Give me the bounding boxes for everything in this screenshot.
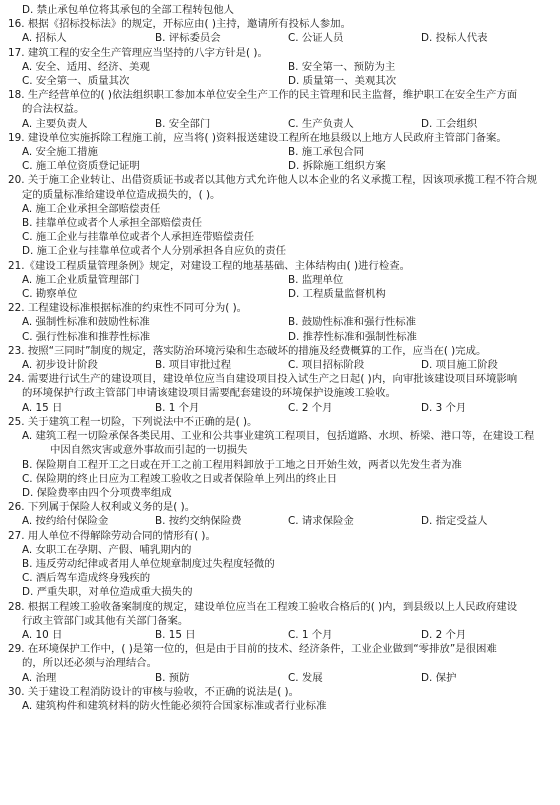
question-item bbox=[8, 88, 554, 131]
option-text: D. 投标人代表 bbox=[421, 32, 488, 45]
option-text: A. 招标人 bbox=[22, 32, 67, 45]
question-stem: 的环境保护行政主管部门申请该建设项目需要配套建设的环境保护设施竣工验收。 bbox=[22, 387, 397, 400]
option-group bbox=[8, 671, 554, 685]
option-text: B. 保险期自工程开工之日或在开工之前工程用料卸放于工地之日开始生效，两者以先发生者为准 bbox=[22, 458, 462, 471]
option-text: B. 评标委员会 bbox=[155, 32, 221, 45]
option-group bbox=[8, 543, 554, 600]
question-item bbox=[8, 301, 554, 344]
question-item bbox=[8, 600, 554, 643]
question-stem: 定的质量标准给建设单位造成损失的，( )。 bbox=[22, 188, 221, 201]
option-text: A. 施工企业质量管理部门 bbox=[22, 273, 140, 286]
question-stem: 30. 关于建设工程消防设计的审核与验收，不正确的说法是( )。 bbox=[8, 685, 300, 698]
option-text: C. 生产负责人 bbox=[288, 117, 354, 130]
question-stem: 23. 按照“三同时”制度的规定，落实防治环境污染和生态破坏的措施及经费概算的工作，应当在( )完成。 bbox=[8, 344, 487, 357]
question-item bbox=[8, 17, 554, 45]
question-item bbox=[8, 46, 554, 89]
option-text: C. 2 个月 bbox=[288, 401, 333, 414]
question-stem: 18. 生产经营单位的( )依法组织职工参加本单位安全生产工作的民主管理和民主监督，维护职工在安全生产方面 bbox=[8, 89, 518, 102]
option-group bbox=[8, 117, 554, 131]
option-group bbox=[8, 401, 554, 415]
option-text: C. 强行性标准和推荐性标准 bbox=[22, 330, 151, 343]
option-text: A. 按约给付保险金 bbox=[22, 515, 109, 528]
option-group bbox=[8, 358, 554, 372]
lead-option bbox=[8, 3, 554, 17]
question-stem: 24. 需要进行试生产的建设项目，建设单位应当自建设项目投入试生产之日起( )内，向审批该建设项目环境影响 bbox=[8, 373, 518, 386]
option-text: A. 建筑构件和建筑材料的防火性能必须符合国家标准或者行业标准 bbox=[22, 699, 327, 712]
option-text: C. 勘察单位 bbox=[22, 288, 78, 301]
option-text: D. 禁止承包单位将其承包的全部工程转包他人 bbox=[22, 4, 235, 16]
question-stem: 25. 关于建筑工程一切险，下列说法中不正确的是( )。 bbox=[8, 415, 258, 428]
question-stem: 28. 根据工程竣工验收备案制度的规定，建设单位应当在工程竣工验收合格后的( )内，到县级以上人民政府建设 bbox=[8, 600, 518, 613]
option-text: C. 公证人员 bbox=[288, 32, 344, 45]
option-text: A. 强制性标准和鼓励性标准 bbox=[22, 316, 150, 329]
option-text: C. 1 个月 bbox=[288, 628, 333, 641]
question-stem: 的合法权益。 bbox=[22, 103, 85, 116]
question-stem: 22. 工程建设标准根据标准的约束性不同可分为( )。 bbox=[8, 302, 248, 315]
question-list bbox=[8, 17, 554, 713]
option-text: C. 发展 bbox=[288, 671, 323, 684]
option-text: A. 主要负责人 bbox=[22, 117, 88, 130]
option-text: D. 2 个月 bbox=[421, 628, 467, 641]
option-text: C. 请求保险金 bbox=[288, 515, 354, 528]
option-text: A. 10 日 bbox=[22, 628, 63, 641]
question-item bbox=[8, 344, 554, 372]
option-text: 中因自然灾害或意外事故而引起的一切损失 bbox=[50, 444, 248, 457]
option-text: C. 酒后驾车造成终身残疾的 bbox=[22, 572, 151, 585]
question-stem: 17. 建筑工程的安全生产管理应当坚持的八字方针是( )。 bbox=[8, 46, 268, 59]
option-group bbox=[8, 273, 554, 301]
option-text: D. 3 个月 bbox=[421, 401, 467, 414]
option-text: C. 保险期的终止日应为工程竣工验收之日或者保险单上列出的终止日 bbox=[22, 472, 338, 485]
option-group bbox=[8, 31, 554, 45]
option-text: A. 初步设计阶段 bbox=[22, 359, 98, 372]
option-text: B. 挂靠单位或者个人承担全部赔偿责任 bbox=[22, 217, 202, 230]
option-text: A. 安全施工措施 bbox=[22, 146, 98, 159]
option-group bbox=[8, 429, 554, 500]
option-text: B. 鼓励性标准和强行性标准 bbox=[288, 316, 417, 329]
option-text: B. 监理单位 bbox=[288, 273, 344, 286]
question-stem: 的，所以还必须与治理结合。 bbox=[22, 657, 158, 670]
option-text: A. 施工企业承担全部赔偿责任 bbox=[22, 202, 161, 215]
option-group bbox=[8, 315, 554, 343]
question-item bbox=[8, 259, 554, 302]
option-text: B. 项目审批过程 bbox=[155, 359, 232, 372]
question-item bbox=[8, 500, 554, 528]
option-group bbox=[8, 202, 554, 259]
option-text: D. 推荐性标准和强制性标准 bbox=[288, 330, 417, 343]
option-group bbox=[8, 145, 554, 173]
option-text: D. 保护 bbox=[421, 671, 457, 684]
option-text: C. 项目招标阶段 bbox=[288, 359, 365, 372]
option-text: D. 拆除施工组织方案 bbox=[288, 160, 386, 173]
option-text: B. 安全第一、预防为主 bbox=[288, 60, 396, 73]
option-text: B. 按约交纳保险费 bbox=[155, 515, 242, 528]
option-text: B. 1 个月 bbox=[155, 401, 200, 414]
question-stem: 27. 用人单位不得解除劳动合同的情形有( )。 bbox=[8, 529, 216, 542]
question-stem: 16. 根据《招标投标法》的规定，开标应由( )主持，邀请所有投标人参加。 bbox=[8, 18, 351, 31]
option-text: A. 安全、适用、经济、美观 bbox=[22, 60, 150, 73]
option-group bbox=[8, 60, 554, 88]
option-text: C. 安全第一、质量其次 bbox=[22, 75, 130, 88]
question-item bbox=[8, 372, 554, 415]
question-item bbox=[8, 529, 554, 600]
option-group bbox=[8, 514, 554, 528]
question-stem: 21.《建设工程质量管理条例》规定，对建设工程的地基基础、主体结构由( )进行检查。 bbox=[8, 259, 410, 272]
question-item bbox=[8, 415, 554, 500]
option-text: A. 15 日 bbox=[22, 401, 63, 414]
option-text: D. 指定受益人 bbox=[421, 515, 488, 528]
question-stem: 29. 在环境保护工作中，( )是第一位的，但是由于目前的技术、经济条件，工业企业做到“零排放”是很困难 bbox=[8, 643, 497, 656]
option-text: C. 施工单位资质登记证明 bbox=[22, 160, 140, 173]
option-text: A. 建筑工程一切险承保各类民用、工业和公共事业建筑工程项目，包括道路、水坝、桥梁、港口等，在建设工程 bbox=[22, 430, 535, 443]
option-text: B. 15 日 bbox=[155, 628, 196, 641]
option-text: D. 严重失职，对单位造成重大损失的 bbox=[22, 586, 193, 599]
question-item bbox=[8, 642, 554, 685]
option-group bbox=[8, 699, 554, 713]
question-stem: 26. 下列属于保险人权利或义务的是( )。 bbox=[8, 501, 196, 514]
option-text: D. 工程质量监督机构 bbox=[288, 288, 386, 301]
option-text: D. 质量第一、美观其次 bbox=[288, 75, 397, 88]
question-stem: 行政主管部门或其他有关部门备案。 bbox=[22, 614, 189, 627]
question-stem: 20. 关于施工企业转让、出借资质证书或者以其他方式允许他人以本企业的名义承揽工程，因该项承揽工程不符合规 bbox=[8, 174, 537, 187]
question-item bbox=[8, 131, 554, 174]
option-text: A. 治理 bbox=[22, 671, 57, 684]
question-item bbox=[8, 173, 554, 258]
question-stem: 19. 建设单位实施拆除工程施工前，应当将( )资料报送建设工程所在地县级以上地方人民政府主管部门备案。 bbox=[8, 131, 507, 144]
option-text: D. 项目施工阶段 bbox=[421, 359, 498, 372]
question-item bbox=[8, 685, 554, 713]
option-text: A. 女职工在孕期、产假、哺乳期内的 bbox=[22, 543, 192, 556]
option-text: B. 预防 bbox=[155, 671, 190, 684]
option-text: D. 工会组织 bbox=[421, 117, 478, 130]
option-text: C. 施工企业与挂靠单位或者个人承担连带赔偿责任 bbox=[22, 231, 255, 244]
option-text: B. 安全部门 bbox=[155, 117, 211, 130]
option-group bbox=[8, 628, 554, 642]
option-text: B. 施工承包合同 bbox=[288, 146, 365, 159]
option-text: D. 施工企业与挂靠单位或者个人分别承担各自应负的责任 bbox=[22, 245, 286, 258]
option-text: D. 保险费率由四个分项费率组成 bbox=[22, 486, 172, 499]
option-text: B. 违反劳动纪律或者用人单位规章制度过失程度轻微的 bbox=[22, 557, 275, 570]
